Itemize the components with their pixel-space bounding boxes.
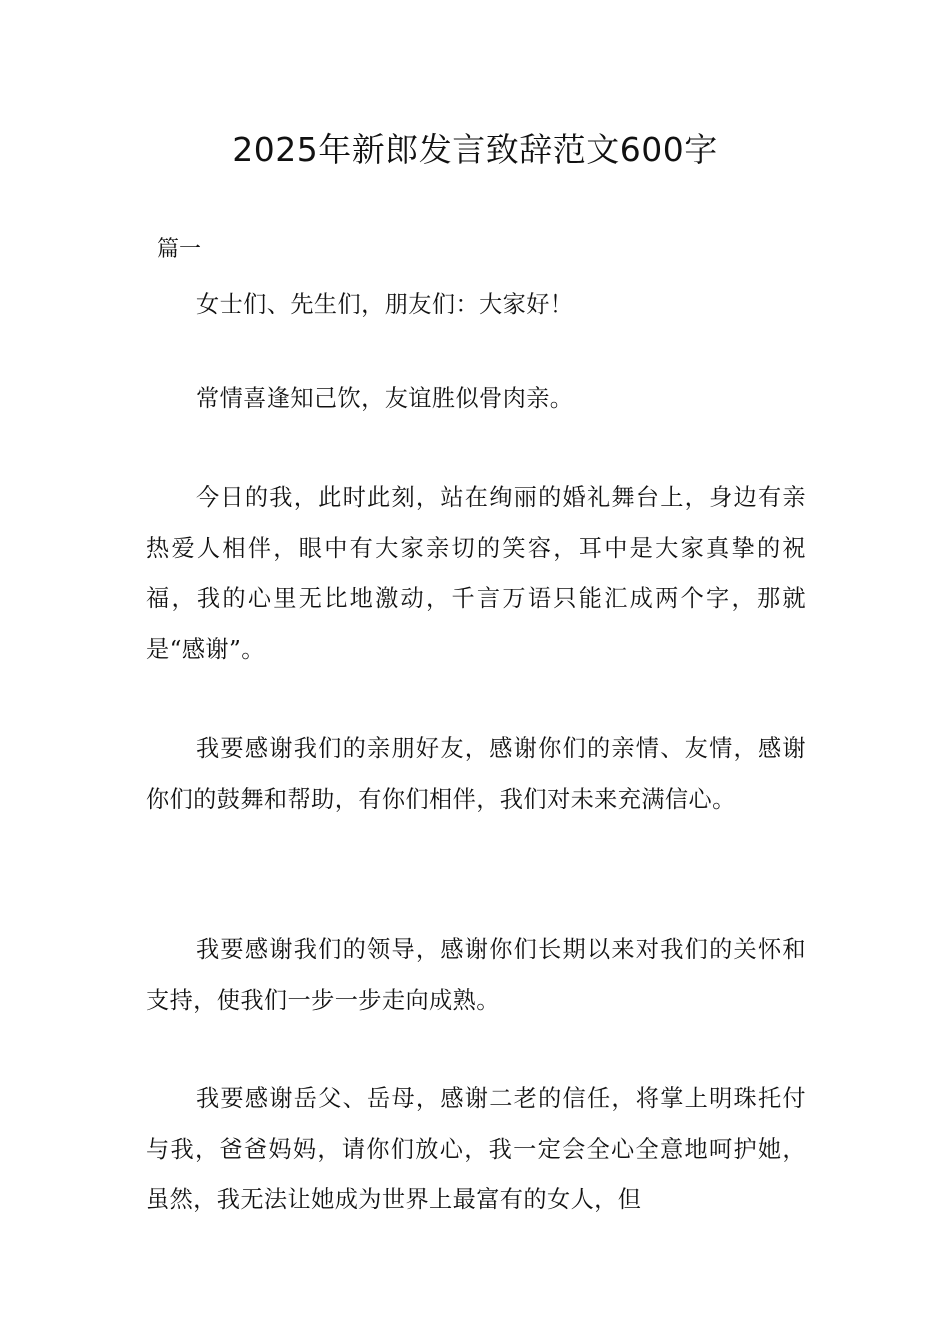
- paragraph-thanks-parents-in-law: 我要感谢岳父、岳母，感谢二老的信任，将掌上明珠托付与我，爸爸妈妈，请你们放心，我一定会全心全意地呵护她，虽然，我无法让她成为世界上最富有的女人，但: [146, 1085, 806, 1213]
- section-label: 篇一: [157, 237, 202, 262]
- document-title: 2025年新郎发言致辞范文600字: [232, 130, 718, 169]
- paragraph-gratitude-intro: 今日的我，此时此刻，站在绚丽的婚礼舞台上，身边有亲热爱人相伴，眼中有大家亲切的笑容，耳中是大家真挚的祝福，我的心里无比地激动，千言万语只能汇成两个字，那就是“感谢”。: [146, 484, 806, 663]
- paragraph-couplet: 常情喜逢知己饮，友谊胜似骨肉亲。: [196, 385, 574, 412]
- paragraph-greeting: 女士们、先生们，朋友们：大家好！: [196, 291, 574, 318]
- paragraph-thanks-friends: 我要感谢我们的亲朋好友，感谢你们的亲情、友情，感谢你们的鼓舞和帮助，有你们相伴，我们对未来充满信心。: [146, 735, 806, 813]
- paragraph-thanks-leaders: 我要感谢我们的领导，感谢你们长期以来对我们的关怀和支持，使我们一步一步走向成熟。: [146, 936, 806, 1014]
